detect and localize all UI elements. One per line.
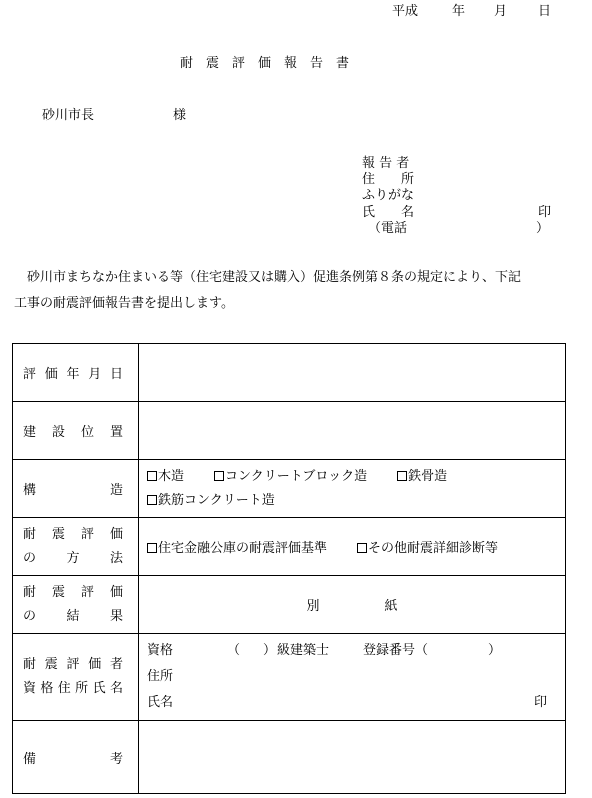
structure-label: 構 造 [13,460,139,518]
date-era: 平成 [392,4,419,19]
row-structure [13,460,566,518]
checkbox-icon[interactable] [357,543,367,553]
structure-options [139,460,566,518]
structure-option-wood[interactable]: 木造 [147,465,184,489]
remarks-field[interactable] [139,721,566,794]
date-day: 日 [538,4,552,19]
structure-option-block[interactable]: コンクリートブロック造 [214,465,367,489]
checkbox-icon[interactable] [397,471,407,481]
row-evaluator [13,634,566,721]
evaluator-name-label: 氏名 [147,695,174,710]
method-label: 耐 震 評 価 の 方 法 [13,518,139,576]
reporter-label: 報 告 者 [362,156,410,171]
page-title: 耐 震 評 価 報 告 書 [180,56,350,71]
checkbox-icon[interactable] [147,495,157,505]
reporter-address-label: 住 所 [362,172,415,187]
site-field[interactable] [139,402,566,460]
date-year: 年 [452,4,466,19]
qualification-label: 資格 [147,643,174,658]
evaluator-fields [139,634,566,721]
row-site [13,402,566,460]
remarks-label: 備 考 [13,721,139,794]
reporter-furigana-label: ふりがな [362,188,415,203]
row-method [13,518,566,576]
body-text-line1: 砂川市まちなか住まいる等（住宅建設又は購入）促進条例第８条の規定により、下記 [14,270,522,285]
evaluator-address-label: 住所 [147,669,174,684]
row-eval-date [13,344,566,402]
report-form-table [12,343,566,794]
reporter-phone-label: （電話 [368,221,408,236]
result-value: 別 紙 [139,576,566,634]
structure-option-rc[interactable]: 鉄筋コンクリート造 [147,489,275,513]
evaluator-name-line[interactable] [147,690,565,716]
evaluator-address-line[interactable] [147,664,565,690]
reporter-phone-close: ） [536,221,550,236]
structure-option-steel[interactable]: 鉄骨造 [397,465,447,489]
method-option-kouko[interactable]: 住宅金融公庫の耐震評価基準 [147,537,327,556]
eval-date-label: 評 価 年 月 日 [13,344,139,402]
row-remarks [13,721,566,794]
method-options [139,518,566,576]
checkbox-icon[interactable] [214,471,224,481]
addressee: 砂川市長 [42,108,95,123]
result-label: 耐 震 評 価 の 結 果 [13,576,139,634]
reporter-name-label: 氏 名 [362,205,415,220]
architect-class-label: 級建築士 [277,643,330,658]
method-option-other[interactable]: その他耐震詳細診断等 [357,537,498,556]
registration-number-label: 登録番号（ [363,643,429,658]
reporter-seal: 印 [538,205,552,220]
body-text-line2: 工事の耐震評価報告書を提出します。 [14,296,234,311]
date-month: 月 [494,4,508,19]
evaluator-label: 耐 震 評 価 者 資 格 住 所 氏 名 [13,634,139,721]
addressee-suffix: 様 [173,108,187,123]
checkbox-icon[interactable] [147,471,157,481]
eval-date-field[interactable] [139,344,566,402]
site-label: 建 設 位 置 [13,402,139,460]
row-result [13,576,566,634]
evaluator-seal: 印 [533,695,547,710]
checkbox-icon[interactable] [147,543,157,553]
evaluator-qualification-line[interactable]: 資格 （ ） 級建築士 登録番号（ ） [147,638,565,664]
